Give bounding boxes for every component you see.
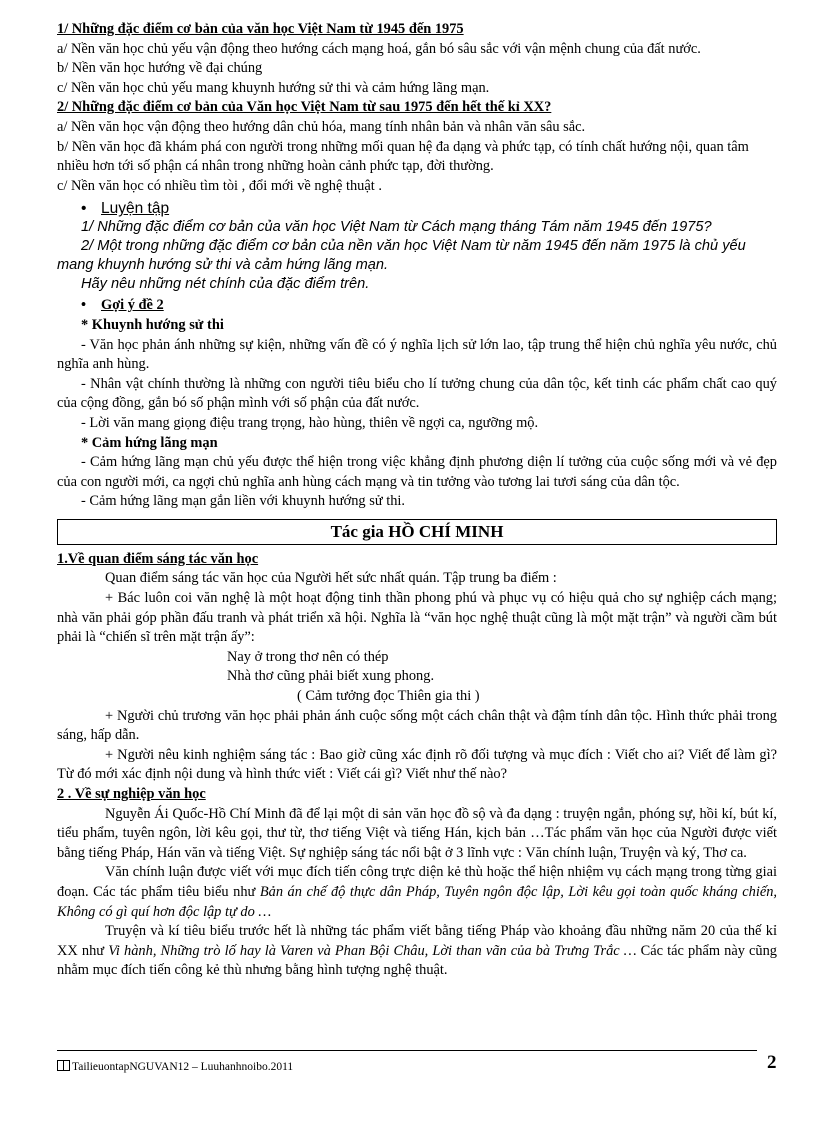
poem-line-1: Nay ở trong thơ nên có thép	[227, 648, 389, 665]
view-heading-1: 1.Về quan điểm sáng tác văn học	[57, 550, 259, 567]
view-p3: + Người chủ trương văn học phải phản ánh cuộc sống một cách chân thật và đậm tính dân tộc. Hình thức phải trong sáng, hấp dẫn.	[57, 707, 777, 744]
footer-text: TailieuontapNGUVAN12 – Luuhanhnoibo.2011	[72, 1061, 294, 1073]
hint-title-row	[57, 296, 777, 316]
hint-title: Gợi ý đề 2	[101, 297, 164, 314]
author-title-name: HỒ CHÍ MINH	[388, 521, 504, 541]
s2-item-a: a/ Nền văn học vận động theo hướng dân chủ hóa, mang tính nhân bản và nhân văn sâu sắc.	[57, 118, 586, 135]
view-p2: + Bác luôn coi văn nghệ là một hoạt động tinh thần phong phú và phục vụ có hiệu quả cho sự nghiệp cách mạng; nhà văn phải góp phần đấu tranh và phát triển xã hội. Nghĩa là “văn học nghệ thuật cũng là một mặt trận” và người cầm bút phải là “chiến sĩ trên mặt trận ấy”:	[57, 590, 777, 646]
romance-title: * Cảm hứng lãng mạn	[81, 434, 218, 451]
practice-question-2: 2/ Một trong những đặc điểm cơ bản của nền văn học Việt Nam từ năm 1945 đến năm 1975 là chủ yếu mang khuynh hướng sử thi và cảm hứng lãng mạn.	[57, 238, 746, 274]
bullet-icon: •	[81, 297, 87, 314]
practice-question-2b: Hãy nêu những nét chính của đặc điểm trên.	[81, 276, 370, 293]
bullet-icon: •	[81, 200, 87, 218]
footer-rule	[57, 1050, 757, 1051]
footer-left	[57, 1058, 293, 1078]
poem-line-2: Nhà thơ cũng phải biết xung phong.	[227, 668, 435, 685]
epic-point-2: - Nhân vật chính thường là những con người tiêu biểu cho lí tưởng chung của dân tộc, kết tinh các phẩm chất cao quý của cộng đồng, gắn bó số phận mình với số phận của đất nước.	[57, 375, 777, 412]
view-heading-2: 2 . Về sự nghiệp văn học	[57, 786, 206, 802]
view-p1: Quan điểm sáng tác văn học của Người hết sức nhất quán. Tập trung ba điểm :	[105, 570, 557, 587]
career-p3	[57, 922, 777, 981]
epic-point-3: - Lời văn mang giọng điệu trang trọng, hào hùng, thiên về ngợi ca, ngưỡng mộ.	[81, 414, 539, 431]
career-p3-works: Vi hành, Những trò lố hay là Varen và Phan Bội Châu, Lời than vãn của bà Trưng Trắc …	[108, 942, 637, 959]
author-title-box	[57, 519, 777, 545]
romance-point-2: - Cảm hứng lãng mạn gắn liền với khuynh hướng sử thi.	[81, 493, 405, 510]
book-icon	[57, 1060, 70, 1071]
career-p2	[57, 863, 777, 922]
career-p3-tail: Các tác phẩm này cũng nhằm mục đích tiến công kẻ thù nhưng bằng hình tượng nghệ thuật.	[57, 942, 777, 979]
view-p4: + Người nêu kinh nghiệm sáng tác : Bao giờ cũng xác định rõ đối tượng và mục đích : Viết cho ai? Viết để làm gì? Từ đó mới xác định nội dung và hình thức viết : Viết cái gì? Viết như thế nào?	[57, 746, 777, 783]
s1-item-c: c/ Nền văn học chủ yếu mang khuynh hướng sử thi và cảm hứng lãng mạn.	[57, 79, 490, 96]
career-p2-text: Văn chính luận được viết với mục đích tiến công trực diện kẻ thù hoặc thể hiện nhiệm vụ cách mạng trong từng giai đoạn. Các tác phẩm tiêu biểu như	[57, 864, 777, 900]
career-p3-text: Truyện và kí tiêu biểu trước hết là những tác phẩm viết bằng tiếng Pháp vào khoảng đầu những năm 20 của thế kỉ XX như	[57, 923, 777, 959]
practice-question-1: 1/ Những đặc điểm cơ bản của văn học Việt Nam từ Cách mạng tháng Tám năm 1945 đến 1975?	[81, 219, 712, 236]
s1-item-b: b/ Nền văn học hướng về đại chúng	[57, 60, 263, 77]
document-page	[57, 20, 777, 981]
page-number: 2	[767, 1052, 777, 1073]
s2-item-b: b/ Nền văn học đã khám phá con người trong những mối quan hệ đa dạng và phức tạp, có tính chất hướng nội, quan tâm nhiều hơn tới số phận cá nhân trong những hoàn cảnh phức tạp, đời thường.	[57, 138, 749, 175]
career-p2-works: Bản án chế độ thực dân Pháp, Tuyên ngôn độc lập, Lời kêu gọi toàn quốc kháng chiến, Không có gì quí hơn độc lập tự do …	[57, 883, 778, 920]
practice-title-row	[57, 199, 777, 218]
epic-point-1: - Văn học phản ánh những sự kiện, những vấn đề có ý nghĩa lịch sử lớn lao, tập trung thể hiện chủ nghĩa yêu nước, chủ nghĩa anh hùng.	[57, 336, 777, 373]
poem-source: ( Cảm tưởng đọc Thiên gia thi )	[297, 688, 480, 705]
section-2-heading: 2/ Những đặc điểm cơ bản của Văn học Việt Nam từ sau 1975 đến hết thế kỉ XX?	[57, 99, 552, 116]
author-title-prefix: Tác gia	[330, 521, 389, 541]
romance-point-1: - Cảm hứng lãng mạn chủ yếu được thể hiện trong việc khẳng định phương diện lí tưởng của cuộc sống mới và vẻ đẹp của con người mới, ca ngợi chủ nghĩa anh hùng cách mạng và tin tưởng vào tương lai tươi sáng của dân tộc.	[57, 454, 777, 490]
practice-title: Luyện tập	[101, 200, 170, 218]
section-1-heading: 1/ Những đặc điểm cơ bản của văn học Việt Nam từ 1945 đến 1975	[57, 21, 464, 37]
s1-item-a: a/ Nền văn học chủ yếu vận động theo hướng cách mạng hoá, gắn bó sâu sắc với vận mệnh chung của đất nước.	[57, 40, 701, 57]
epic-title: * Khuynh hướng sử thi	[81, 316, 224, 333]
career-p1: Nguyễn Ái Quốc-Hồ Chí Minh đã để lại một di sản văn học đồ sộ và đa dạng : truyện ngắn, phóng sự, hồi kí, bút kí, tiểu phẩm, tuyên ngôn, lời kêu gọi, thư từ, thơ tiếng Việt và tiếng Hán, kịch bản …Tác phẩm văn học của Người được viết bằng tiếng Pháp, Hán văn và tiếng Việt. Sự nghiệp sáng tác nổi bật ở 3 lĩnh vực : Văn chính luận, Truyện và ký, Thơ ca.	[57, 805, 777, 861]
s2-item-c: c/ Nền văn học có nhiều tìm tòi , đổi mới về nghệ thuật .	[57, 177, 382, 194]
